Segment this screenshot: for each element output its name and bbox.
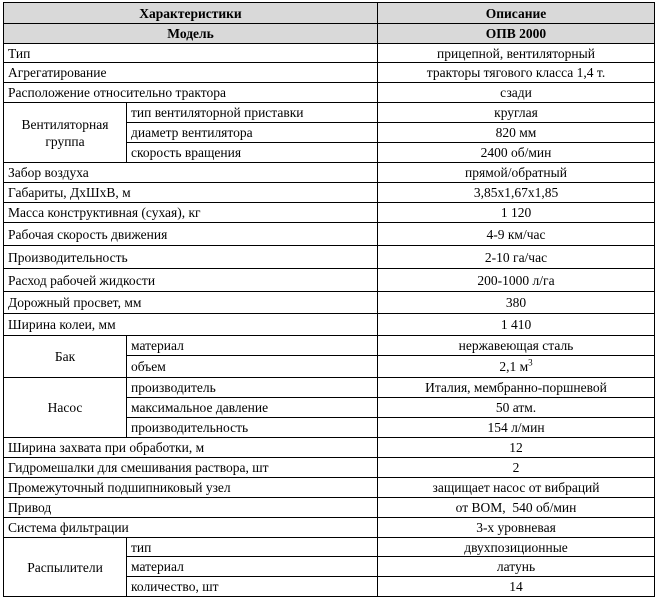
sub-label: материал	[127, 557, 378, 577]
table-row	[4, 336, 655, 356]
table-header-row	[4, 3, 655, 24]
row-value: 2-10 га/час	[378, 246, 655, 269]
row-label: Расход рабочей жидкости	[4, 269, 378, 292]
row-value: прямой/обратный	[378, 163, 655, 183]
row-label: Рабочая скорость движения	[4, 223, 378, 246]
sub-label: скорость вращения	[127, 143, 378, 163]
row-value: тракторы тягового класса 1,4 т.	[378, 63, 655, 83]
table-row	[4, 63, 655, 83]
table-row	[4, 163, 655, 183]
row-label: Промежуточный подшипниковый узел	[4, 478, 378, 498]
row-label: Забор воздуха	[4, 163, 378, 183]
table-row	[4, 223, 655, 246]
group-label-sprayers: Распылители	[4, 538, 127, 597]
sub-value: 14	[378, 577, 655, 597]
row-value: прицепной, вентиляторный	[378, 44, 655, 63]
sub-label: тип	[127, 538, 378, 557]
sub-label: объем	[127, 356, 378, 378]
sub-value: 820 мм	[378, 123, 655, 143]
row-value: 2	[378, 458, 655, 478]
row-value: 380	[378, 292, 655, 314]
model-value: ОПВ 2000	[378, 24, 655, 44]
row-label: Дорожный просвет, мм	[4, 292, 378, 314]
row-label: Гидромешалки для смешивания раствора, шт	[4, 458, 378, 478]
sub-label: максимальное давление	[127, 398, 378, 418]
row-label: Тип	[4, 44, 378, 63]
row-value: 12	[378, 438, 655, 458]
sub-label: тип вентиляторной приставки	[127, 103, 378, 123]
table-row	[4, 44, 655, 63]
row-label: Расположение относительно трактора	[4, 83, 378, 103]
sub-value: круглая	[378, 103, 655, 123]
group-label-tank: Бак	[4, 336, 127, 378]
row-label: Ширина колеи, мм	[4, 314, 378, 336]
table-row	[4, 518, 655, 538]
model-row	[4, 24, 655, 44]
sub-label: производитель	[127, 378, 378, 398]
header-characteristics: Характеристики	[4, 3, 378, 24]
row-label: Габариты, ДхШхВ, м	[4, 183, 378, 203]
row-value: 3-х уровневая	[378, 518, 655, 538]
row-value: 1 410	[378, 314, 655, 336]
model-label: Модель	[4, 24, 378, 44]
table-row	[4, 458, 655, 478]
row-value: 1 120	[378, 203, 655, 223]
volume-value: 2,1 м	[499, 359, 529, 374]
group-label-pump: Насос	[4, 378, 127, 438]
volume-unit-superscript: 3	[528, 357, 533, 368]
specs-table	[3, 2, 655, 597]
sub-value: 154 л/мин	[378, 418, 655, 438]
row-label: Система фильтрации	[4, 518, 378, 538]
table-row	[4, 538, 655, 557]
row-value: 4-9 км/час	[378, 223, 655, 246]
sub-value: латунь	[378, 557, 655, 577]
table-row	[4, 378, 655, 398]
sub-label: материал	[127, 336, 378, 356]
table-row	[4, 292, 655, 314]
table-row	[4, 103, 655, 123]
row-value: 3,85х1,67х1,85	[378, 183, 655, 203]
table-row	[4, 314, 655, 336]
row-label: Привод	[4, 498, 378, 518]
sub-value: Италия, мембранно-поршневой	[378, 378, 655, 398]
group-label-fan: Вентиляторная группа	[4, 103, 127, 163]
sub-value: 2400 об/мин	[378, 143, 655, 163]
row-label: Производительность	[4, 246, 378, 269]
table-row	[4, 478, 655, 498]
sub-value: 50 атм.	[378, 398, 655, 418]
table-row	[4, 203, 655, 223]
header-description: Описание	[378, 3, 655, 24]
sub-label: производительность	[127, 418, 378, 438]
table-row	[4, 269, 655, 292]
table-row	[4, 246, 655, 269]
row-value: 200-1000 л/га	[378, 269, 655, 292]
table-row	[4, 83, 655, 103]
table-row	[4, 183, 655, 203]
sub-value	[378, 356, 655, 378]
row-label: Масса конструктивная (сухая), кг	[4, 203, 378, 223]
row-value: защищает насос от вибраций	[378, 478, 655, 498]
row-value: сзади	[378, 83, 655, 103]
table-row	[4, 438, 655, 458]
sub-label: диаметр вентилятора	[127, 123, 378, 143]
table-row	[4, 498, 655, 518]
row-label: Ширина захвата при обработки, м	[4, 438, 378, 458]
sub-value: нержавеющая сталь	[378, 336, 655, 356]
sub-label: количество, шт	[127, 577, 378, 597]
row-value: от ВОМ, 540 об/мин	[378, 498, 655, 518]
row-label: Агрегатирование	[4, 63, 378, 83]
sub-value: двухпозиционные	[378, 538, 655, 557]
